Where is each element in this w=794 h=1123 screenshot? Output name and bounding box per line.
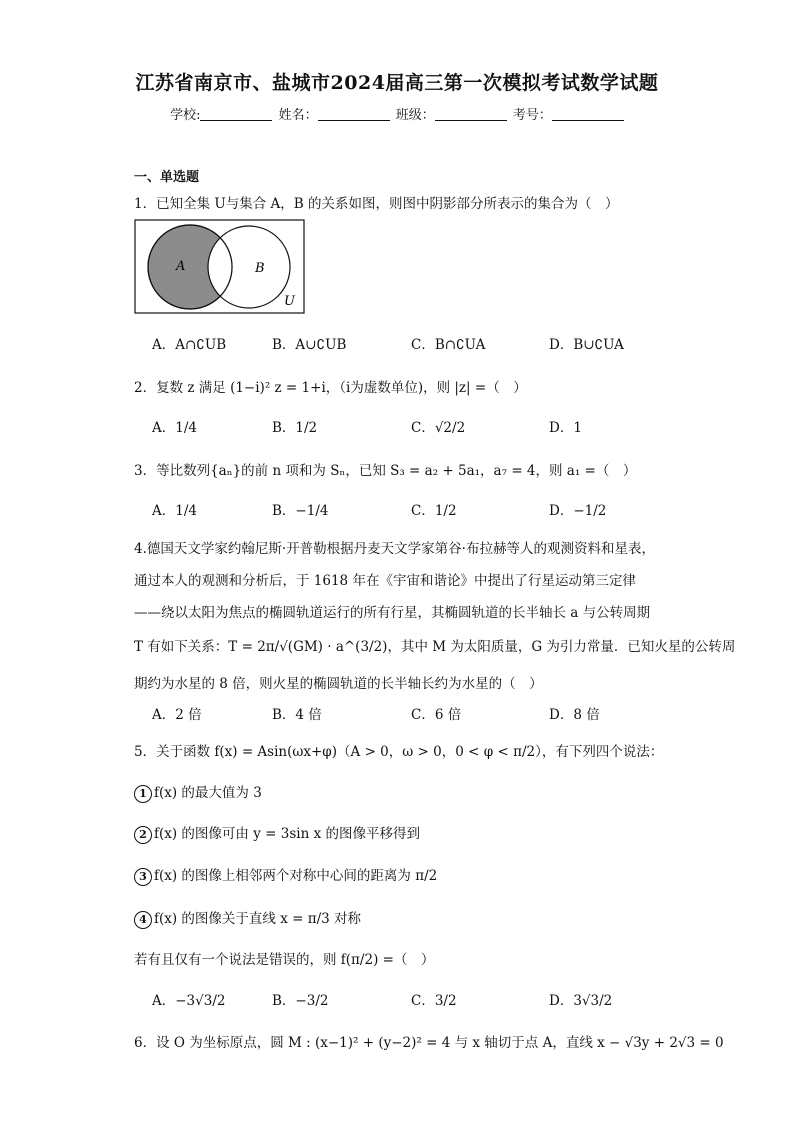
circled-number-1-icon: 1 [134, 785, 152, 803]
q4-option-a[interactable]: A．2 倍 [152, 707, 202, 723]
q5-option-a[interactable]: A．−3√3/2 [152, 993, 226, 1009]
universal-set-label: U [284, 294, 295, 309]
q5-option-c[interactable]: C．3/2 [411, 993, 457, 1009]
name-field[interactable] [318, 108, 390, 121]
q5-statement-1: 1 f(x) 的最大值为 3 [134, 781, 262, 803]
q2-stem: 2．复数 z 满足 (1−i)² z = 1+i，（i为虚数单位)，则 |z| =（ ） [134, 380, 527, 396]
section-heading: 一、单选题 [134, 170, 200, 185]
q1-stem: 1．已知全集 U与集合 A，B 的关系如图，则图中阴影部分所表示的集合为（ ） [134, 196, 619, 212]
set-b-label: B [255, 261, 265, 276]
q4-line-3: ——绕以太阳为焦点的椭圆轨道运行的所有行星，其椭圆轨道的长半轴长 a 与公转周期 [134, 605, 651, 621]
name-label: 姓名： [278, 108, 318, 123]
circled-number-4-icon: 4 [134, 911, 152, 929]
q6-stem: 6．设 O 为坐标原点，圆 M : (x−1)² + (y−2)² = 4 与 x 轴切于点 A，直线 x − √3y + 2√3 = 0 [134, 1035, 724, 1051]
q3-option-c[interactable]: C．1/2 [411, 503, 457, 519]
q4-line-5: 期约为水星的 8 倍，则火星的椭圆轨道的长半轴长约为水星的（ ） [134, 676, 543, 692]
set-a-label: A [176, 259, 186, 274]
page-title: 江苏省南京市、盐城市2024届高三第一次模拟考试数学试题 [135, 72, 659, 94]
q2-option-a[interactable]: A．1/4 [152, 420, 197, 436]
q4-line-4: T 有如下关系：T = 2π/√(GM) · a^(3/2)，其中 M 为太阳质量，G 为引力常量．已知火星的公转周 [134, 639, 736, 655]
q4-line-2: 通过本人的观测和分析后，于 1618 年在《宇宙和谐论》中提出了行星运动第三定律 [134, 573, 636, 589]
school-field[interactable] [200, 108, 272, 121]
q2-option-b[interactable]: B．1/2 [272, 420, 318, 436]
q1-option-b[interactable]: B．A∪∁UB [272, 337, 347, 353]
q4-option-d[interactable]: D．8 倍 [549, 707, 600, 723]
class-field[interactable] [435, 108, 507, 121]
q3-stem: 3．等比数列{aₙ}的前 n 项和为 Sₙ，已知 S₃ = a₂ + 5a₁，a₇ = 4，则 a₁ =（ ） [134, 463, 637, 479]
circled-number-2-icon: 2 [134, 826, 152, 844]
exam-no-label: 考号： [512, 108, 552, 123]
q3-option-d[interactable]: D．−1/2 [549, 503, 607, 519]
q5-stem: 5．关于函数 f(x) = Asin(ωx+φ)（A > 0，ω > 0，0 < φ < π/2），有下列四个说法： [134, 744, 664, 760]
q1-option-c[interactable]: C．B∩∁UA [411, 337, 486, 353]
q5-option-d[interactable]: D．3√3/2 [549, 993, 613, 1009]
circled-number-3-icon: 3 [134, 868, 152, 886]
student-info-row [0, 104, 794, 123]
q1-option-d[interactable]: D．B∪∁UA [549, 337, 624, 353]
class-label: 班级： [395, 108, 435, 123]
q4-option-b[interactable]: B．4 倍 [272, 707, 322, 723]
q4-option-c[interactable]: C．6 倍 [411, 707, 462, 723]
q2-option-d[interactable]: D．1 [549, 420, 582, 436]
q3-option-b[interactable]: B．−1/4 [272, 503, 329, 519]
q5-statement-2: 2 f(x) 的图像可由 y = 3sin x 的图像平移得到 [134, 822, 420, 844]
school-label: 学校: [170, 108, 201, 123]
q2-option-c[interactable]: C．√2/2 [411, 420, 466, 436]
q5-statement-4: 4 f(x) 的图像关于直线 x = π/3 对称 [134, 907, 361, 929]
q5-option-b[interactable]: B．−3/2 [272, 993, 329, 1009]
venn-diagram [134, 219, 306, 315]
exam-no-field[interactable] [552, 108, 624, 121]
q5-question: 若有且仅有一个说法是错误的，则 f(π/2) =（ ） [134, 952, 435, 968]
q1-option-a[interactable]: A．A∩∁UB [152, 337, 227, 353]
q5-statement-3: 3 f(x) 的图像上相邻两个对称中心间的距离为 π/2 [134, 864, 437, 886]
q4-line-1: 4.德国天文学家约翰尼斯·开普勒根据丹麦天文学家第谷·布拉赫等人的观测资料和星表， [134, 541, 655, 557]
q3-option-a[interactable]: A．1/4 [152, 503, 197, 519]
